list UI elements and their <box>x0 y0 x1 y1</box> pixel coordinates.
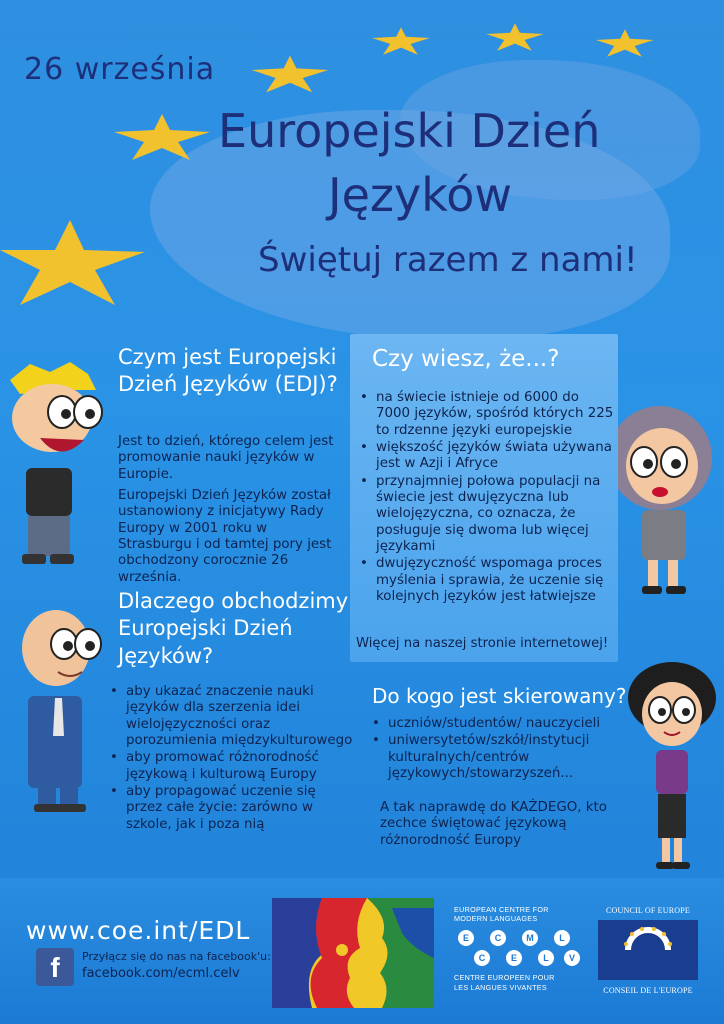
list-item: • uczniów/studentów/ nauczycieli <box>366 716 616 732</box>
ecml-letter: L <box>538 950 554 966</box>
list-item: • aby propagować uczenie się przez całe życie: zarówno w szkole, jak i poza nią <box>104 784 354 833</box>
edl-logo <box>272 898 434 1008</box>
tagline: Świętuj razem z nami! <box>258 240 638 280</box>
section-why-heading: Dlaczego obchodzimy Europejski Dzień Języków? <box>118 589 349 668</box>
ecml-fr-line2: LES LANGUES VIVANTES <box>454 983 547 992</box>
list-item: • na świecie istnieje od 6000 do 7000 języków, spośród których 225 to rdzenne języki europejskie <box>354 390 616 439</box>
ecml-letter: E <box>458 930 474 946</box>
list-item: • większość języków świata używana jest w Azji i Afryce <box>354 440 616 473</box>
website-link[interactable]: www.coe.int/EDL <box>26 916 251 945</box>
page-title-line2: Języków <box>328 168 512 222</box>
ecml-letter: C <box>490 930 506 946</box>
section-what-paragraph1: Jest to dzień, którego celem jest promowanie nauki języków w Europie. <box>118 434 334 482</box>
section-what-paragraph2: Europejski Dzień Języków został ustanowiony z inicjatywy Rady Europy w 2001 roku w Strasburgu i od tamtej pory jest obchodzony corocznie 26 września. <box>118 488 332 585</box>
list-item: • aby ukazać znaczenie nauki języków dla szerzenia idei wielojęzyczności oraz porozumienia międzykulturowego <box>104 684 354 749</box>
list-item: • dwujęzyczność wspomaga proces myślenia i sprawia, że uczenie się kolejnych języków jest łatwiejsze <box>354 556 616 605</box>
list-item: • uniwersytetów/szkół/instytucji kulturalnych/centrów językowych/stowarzyszeń... <box>366 733 616 782</box>
section-why-list <box>104 684 354 834</box>
ecml-letter: V <box>564 950 580 966</box>
ecml-fr-line1: CENTRE EUROPEEN POUR <box>454 973 555 982</box>
ecml-en-line1: EUROPEAN CENTRE FOR <box>454 905 549 914</box>
section-who-heading: Do kogo jest skierowany? <box>372 684 627 708</box>
star-icon <box>594 28 656 58</box>
ecml-en-line2: MODERN LANGUAGES <box>454 913 538 923</box>
star-icon <box>0 210 150 310</box>
facebook-join-text: Przyłącz się do nas na facebook'u: <box>82 950 271 963</box>
did-you-know-list <box>354 390 616 606</box>
star-icon <box>484 22 546 52</box>
ecml-logo <box>454 906 580 1006</box>
ecml-letter: L <box>554 930 570 946</box>
character-woman-dark-hair-illustration <box>618 658 722 878</box>
star-icon <box>370 26 432 56</box>
list-item: • aby promować różnorodność językową i kulturową Europy <box>104 750 354 783</box>
character-man-illustration <box>12 606 108 820</box>
coe-en-text: COUNCIL OF EUROPE <box>606 906 690 915</box>
section-who-list <box>366 716 616 783</box>
character-boy-illustration <box>0 360 112 578</box>
section-what-heading: Czym jest Europejski Dzień Języków (EDJ)? <box>118 345 338 397</box>
event-date: 26 września <box>24 52 216 87</box>
facebook-icon[interactable]: f <box>36 948 74 986</box>
did-you-know-footer: Więcej na naszej stronie internetowej! <box>356 636 609 651</box>
star-icon <box>250 54 330 94</box>
star-icon <box>112 112 212 162</box>
facebook-link[interactable]: facebook.com/ecml.celv <box>82 966 240 981</box>
council-of-europe-logo <box>596 906 700 1004</box>
ecml-letter: E <box>506 950 522 966</box>
coe-flag <box>598 920 698 980</box>
character-woman-gray-hair-illustration <box>602 400 712 604</box>
section-who-closing: A tak naprawdę do KAŻDEGO, kto zechce świętować językową różnorodność Europy <box>380 800 607 848</box>
ecml-letter: M <box>522 930 538 946</box>
did-you-know-heading: Czy wiesz, że...? <box>372 346 560 372</box>
list-item: • przynajmniej połowa populacji na świecie jest dwujęzyczna lub wielojęzyczna, co oznacza, że posługuje się dwoma lub więcej językami <box>354 474 616 556</box>
ecml-letter-circles <box>454 928 580 970</box>
coe-fr-text: CONSEIL DE L'EUROPE <box>603 986 693 995</box>
ecml-letter: C <box>474 950 490 966</box>
page-title-line1: Europejski Dzień <box>218 104 601 158</box>
